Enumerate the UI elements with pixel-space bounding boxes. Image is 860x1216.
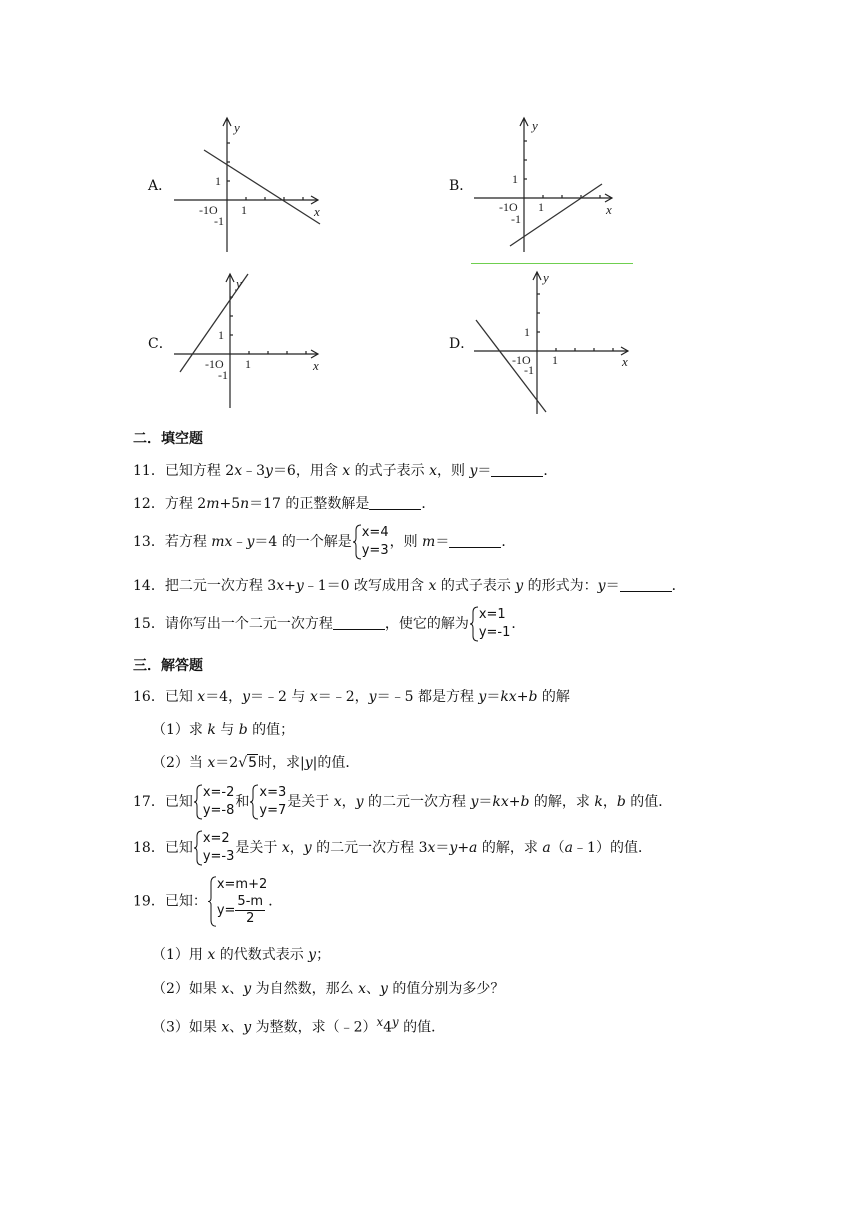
option-b-label: B． <box>449 178 474 194</box>
line-a <box>204 150 320 224</box>
green-divider <box>471 263 633 264</box>
answer-blank[interactable] <box>333 615 385 630</box>
graph-option-b <box>468 112 618 254</box>
axis-y-label: y <box>234 120 240 135</box>
tick-one-y: 1 <box>524 325 530 339</box>
graph-option-d <box>468 266 634 416</box>
tick-one-y: 1 <box>512 172 518 186</box>
graph-option-a <box>168 112 328 254</box>
tick-one-x: 1 <box>241 203 247 217</box>
axis-x-label: x <box>314 204 320 219</box>
question-19: 19．已知： x=m+2 y= $\frac{5-m}{2}$ ． <box>133 877 283 926</box>
square-root: √5 <box>238 755 258 771</box>
question-12: 12．方程 2m+5n＝17 的正整数解是 ． <box>133 496 436 512</box>
question-11: 11．已知方程 2x﹣3y＝6，用含 x 的式子表示 x，则 y＝ ． <box>133 463 558 479</box>
line-d <box>476 320 546 412</box>
equation-system: x=4 y=3 <box>353 524 389 560</box>
question-19-part-2: （2）如果 x、y 为自然数，那么 x、y 的值分别为多少？ <box>152 981 505 997</box>
question-18: 18．已知 x=2 y=-3 是关于 x，y 的二元一次方程 3x＝y+a 的解，求 a（a﹣1）的值． <box>133 831 652 864</box>
question-15: 15．请你写出一个二元一次方程 ，使它的解为 x=1 y=-1 ． <box>133 607 526 640</box>
tick-origin: -1O <box>205 357 224 371</box>
section-fill-in-title: 二．填空题 <box>133 431 203 447</box>
tick-one-x: 1 <box>552 353 558 367</box>
tick-neg-one-y: -1 <box>214 214 224 228</box>
fraction: $\frac{5-m}{2}$ <box>237 894 264 926</box>
graph-option-c <box>168 268 328 410</box>
question-17: 17．已知 x=-2 y=-8 和 x=3 y=7 是关于 x，y 的二元一次方程 y＝kx+b 的解，求 k，b 的值． <box>133 785 673 818</box>
axis-y-label: y <box>236 276 242 291</box>
tick-one-y: 1 <box>218 328 224 342</box>
tick-one-x: 1 <box>538 200 544 214</box>
tick-neg-one-y: -1 <box>218 368 228 382</box>
axis-y-label: y <box>532 118 538 133</box>
tick-neg-one-y: -1 <box>511 212 521 226</box>
question-16-part-2: （2）当 x＝2√5时，求|y|的值． <box>152 755 360 771</box>
equation-system: x=m+2 y= $\frac{5-m}{2}$ <box>208 876 267 927</box>
question-19-part-3: （3）如果 x、y 为整数，求（﹣2）$^x$4$^y$ 的值． <box>152 1015 446 1036</box>
section-solution-title: 三．解答题 <box>133 658 203 674</box>
question-16: 16．已知 x＝4，y＝﹣2 与 x＝﹣2，y＝﹣5 都是方程 y＝kx+b 的解 <box>133 689 570 705</box>
equation-system: x=3 y=7 <box>250 784 286 820</box>
answer-blank[interactable] <box>369 495 421 510</box>
option-d-label: D． <box>449 336 475 352</box>
equation-system: x=-2 y=-8 <box>194 784 235 820</box>
axis-x-label: x <box>606 202 612 217</box>
equation-system: x=1 y=-1 <box>470 606 511 642</box>
option-c-label: C． <box>148 336 173 352</box>
answer-blank[interactable] <box>620 577 672 592</box>
question-19-part-1: （1）用 x 的代数式表示 y； <box>152 947 331 963</box>
equation-system: x=2 y=-3 <box>194 830 235 866</box>
answer-blank[interactable] <box>491 462 543 477</box>
question-16-part-1: （1）求 k 与 b 的值； <box>152 722 295 738</box>
question-13: 13．若方程 mx﹣y＝4 的一个解是 x=4 y=3 ，则 m＝ ． <box>133 525 516 558</box>
question-14: 14．把二元一次方程 3x+y﹣1＝0 改写成用含 x 的式子表示 y 的形式为：y＝ ． <box>133 578 686 594</box>
option-a-label: A． <box>148 178 173 194</box>
axis-x-label: x <box>313 358 319 373</box>
tick-origin: -1O <box>199 203 218 217</box>
axis-x-label: x <box>622 354 628 369</box>
answer-blank[interactable] <box>449 533 501 548</box>
tick-one-y: 1 <box>215 174 221 188</box>
tick-origin: -1O <box>499 200 518 214</box>
axis-y-label: y <box>543 270 549 285</box>
tick-origin: -1O <box>512 353 531 367</box>
tick-neg-one-y: -1 <box>524 363 534 377</box>
tick-one-x: 1 <box>245 357 251 371</box>
